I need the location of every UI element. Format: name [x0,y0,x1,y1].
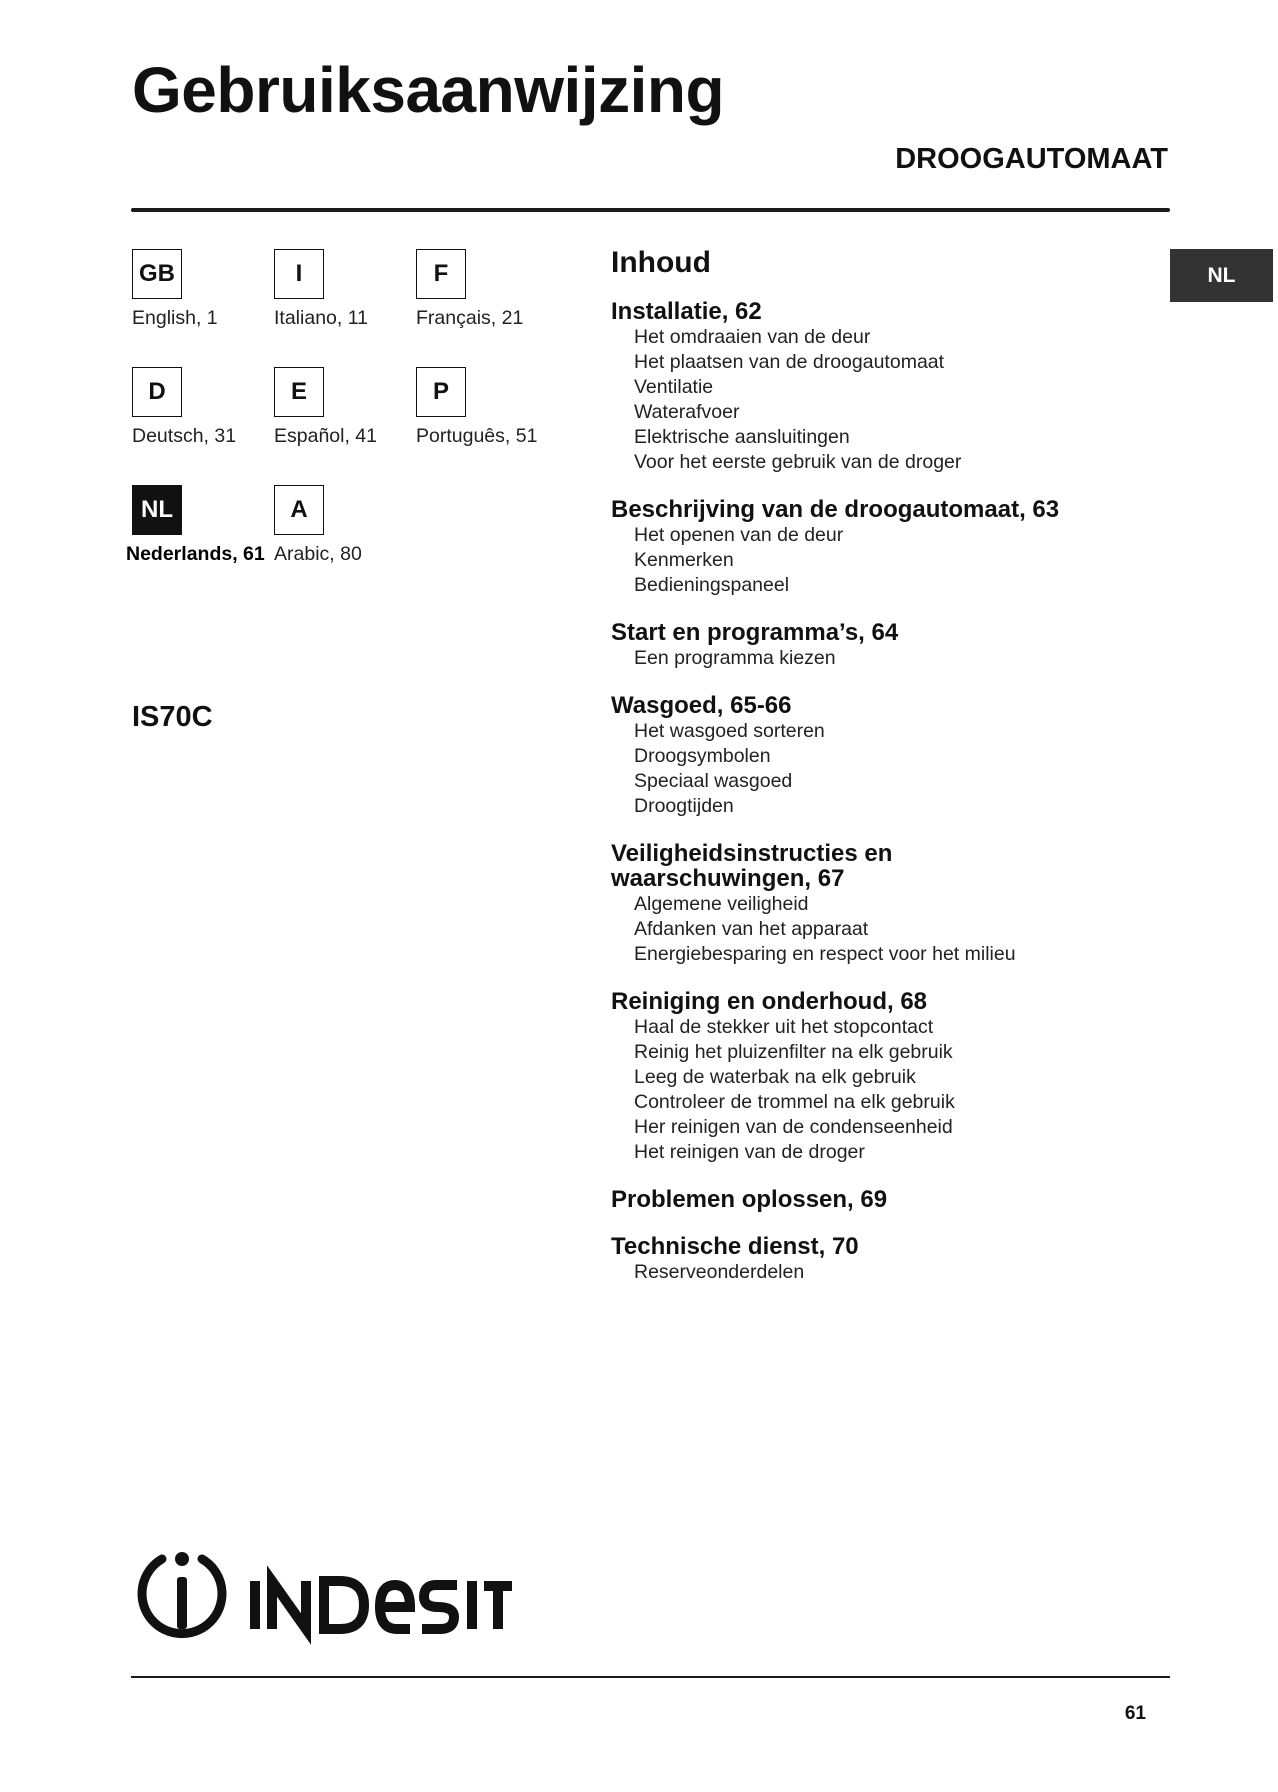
toc-section-title[interactable]: Wasgoed, 65-66 [611,692,792,719]
language-label: Italiano, 11 [274,307,368,329]
toc-section-title[interactable]: Beschrijving van de droogautomaat, 63 [611,496,1060,523]
language-entry-nl[interactable] [126,485,292,566]
toc-item[interactable]: Waterafvoer [634,401,740,423]
page-number: 61 [1124,1703,1146,1724]
language-label: Deutsch, 31 [132,425,237,447]
language-code-box: P [416,367,466,417]
language-entry-gb[interactable] [132,249,292,330]
language-code-box: A [274,485,324,535]
top-divider [131,208,1170,212]
toc-section [611,497,1171,598]
language-code-box: F [416,249,466,299]
toc-item[interactable]: Leeg de waterbak na elk gebruik [634,1066,916,1088]
toc-item[interactable]: Het openen van de deur [634,524,844,546]
language-entry-a[interactable] [274,485,434,566]
toc-item[interactable]: Speciaal wasgoed [634,770,793,792]
toc-section-title[interactable]: Reiniging en onderhoud, 68 [611,988,928,1015]
toc-item[interactable]: Afdanken van het apparaat [634,918,869,940]
toc-item[interactable]: Elektrische aansluitingen [634,426,850,448]
bottom-divider [131,1676,1170,1678]
toc-item[interactable]: Reserveonderdelen [634,1261,805,1283]
language-code-box: GB [132,249,182,299]
toc-section-title[interactable]: Problemen oplossen, 69 [611,1186,888,1213]
toc-item[interactable]: Droogsymbolen [634,745,771,767]
toc-section [611,620,1171,671]
toc-section [611,299,1171,475]
toc-section [611,1234,1171,1285]
language-entry-i[interactable] [274,249,434,330]
toc-section-title[interactable]: Technische dienst, 70 [611,1233,859,1260]
toc-item[interactable]: Energiebesparing en respect voor het milieu [634,943,1016,965]
toc-item[interactable]: Her reinigen van de condenseenheid [634,1116,953,1138]
toc-section [611,989,1171,1165]
toc-heading: Inhoud [611,246,711,279]
toc-item[interactable]: Algemene veiligheid [634,893,809,915]
toc-section-title-line: Veiligheidsinstructies en [611,840,893,867]
language-label: English, 1 [132,307,218,329]
toc-section [611,841,1171,967]
toc-section [611,693,1171,819]
language-code-box-active: NL [132,485,182,535]
product-type: DROOGAUTOMAAT [895,143,1168,175]
model-number: IS70C [132,701,213,733]
language-label: Arabic, 80 [274,543,362,565]
toc-item[interactable]: Reinig het pluizenfilter na elk gebruik [634,1041,953,1063]
toc-item[interactable]: Een programma kiezen [634,647,836,669]
language-label: Français, 21 [416,307,524,329]
toc-section-title[interactable]: Start en programma’s, 64 [611,619,899,646]
language-code-box: I [274,249,324,299]
document-title: Gebruiksaanwijzing [132,54,725,126]
language-code-box: D [132,367,182,417]
toc-item[interactable]: Droogtijden [634,795,734,817]
toc-item[interactable]: Haal de stekker uit het stopcontact [634,1016,934,1038]
language-label-active: Nederlands, 61 [126,543,265,565]
toc-item[interactable]: Voor het eerste gebruik van de droger [634,451,962,473]
toc-item[interactable]: Bedieningspaneel [634,574,790,596]
indesit-logo [132,1545,512,1645]
toc-section-title[interactable] [611,841,1171,891]
toc-section [611,1187,1171,1212]
toc-item[interactable]: Het plaatsen van de droogautomaat [634,351,945,373]
language-side-tab: NL [1170,249,1273,302]
toc-item[interactable]: Het omdraaien van de deur [634,326,871,348]
table-of-contents [611,245,1171,1307]
toc-item[interactable]: Kenmerken [634,549,734,571]
toc-section-title-line: waarschuwingen, 67 [611,865,845,892]
language-entry-p[interactable] [416,367,576,448]
toc-item[interactable]: Het reinigen van de droger [634,1141,865,1163]
language-entry-e[interactable] [274,367,434,448]
language-label: Español, 41 [274,425,377,447]
toc-section-title[interactable]: Installatie, 62 [611,298,762,325]
language-entry-f[interactable] [416,249,576,330]
toc-item[interactable]: Ventilatie [634,376,714,398]
toc-item[interactable]: Het wasgoed sorteren [634,720,825,742]
language-entry-d[interactable] [132,367,292,448]
language-code-box: E [274,367,324,417]
toc-item[interactable]: Controleer de trommel na elk gebruik [634,1091,955,1113]
language-label: Português, 51 [416,425,538,447]
